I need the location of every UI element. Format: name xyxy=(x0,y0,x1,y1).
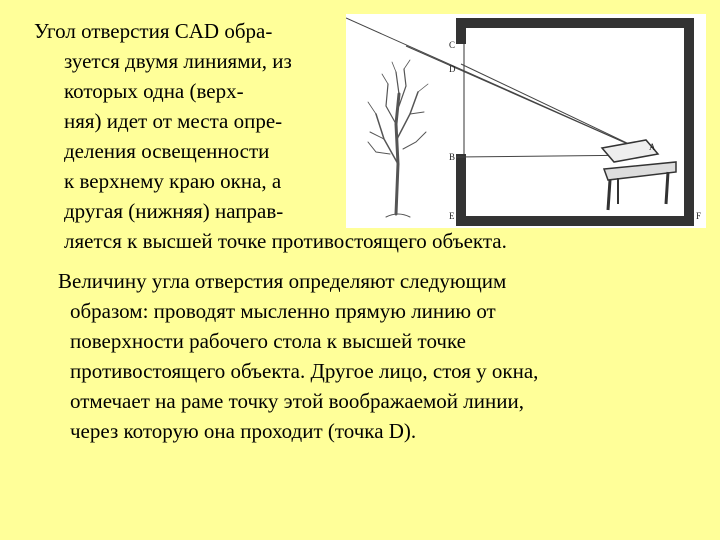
text-line: образом: проводят мысленно прямую линию от xyxy=(70,299,496,323)
text-line: ляется к высшей точке противостоящего объекта. xyxy=(64,229,507,253)
label-point-a: A xyxy=(649,142,656,152)
text-line: противостоящего объекта. Другое лицо, стоя у окна, xyxy=(70,359,539,383)
label-point-d: D xyxy=(449,64,456,74)
text-line: к верхнему краю окна, а xyxy=(64,169,282,193)
tree-illustration xyxy=(368,60,428,217)
text-line: через которую она проходит (точка D). xyxy=(70,419,417,443)
text-line: которых одна (верх- xyxy=(64,79,244,103)
table-illustration xyxy=(602,140,676,210)
label-point-f: F xyxy=(696,211,702,221)
sight-lines xyxy=(346,18,646,157)
diagram-svg xyxy=(346,14,706,228)
text-line: поверхности рабочего стола к высшей точке xyxy=(70,329,466,353)
text-line: няя) идет от места опре- xyxy=(64,109,283,133)
room-frame xyxy=(456,18,694,226)
angle-diagram xyxy=(346,14,706,228)
text-line: деления освещенности xyxy=(64,139,270,163)
text-line: Угол отверстия CAD обра- xyxy=(34,19,273,43)
text-line: другая (нижняя) направ- xyxy=(64,199,284,223)
label-point-e: E xyxy=(449,211,455,221)
label-point-b: B xyxy=(449,152,456,162)
text-line: отмечает на раме точку этой воображаемой линии, xyxy=(70,389,524,413)
text-line: зуется двумя линиями, из xyxy=(64,49,292,73)
text-line: Величину угла отверстия определяют следующим xyxy=(58,269,507,293)
label-point-c: C xyxy=(449,40,456,50)
